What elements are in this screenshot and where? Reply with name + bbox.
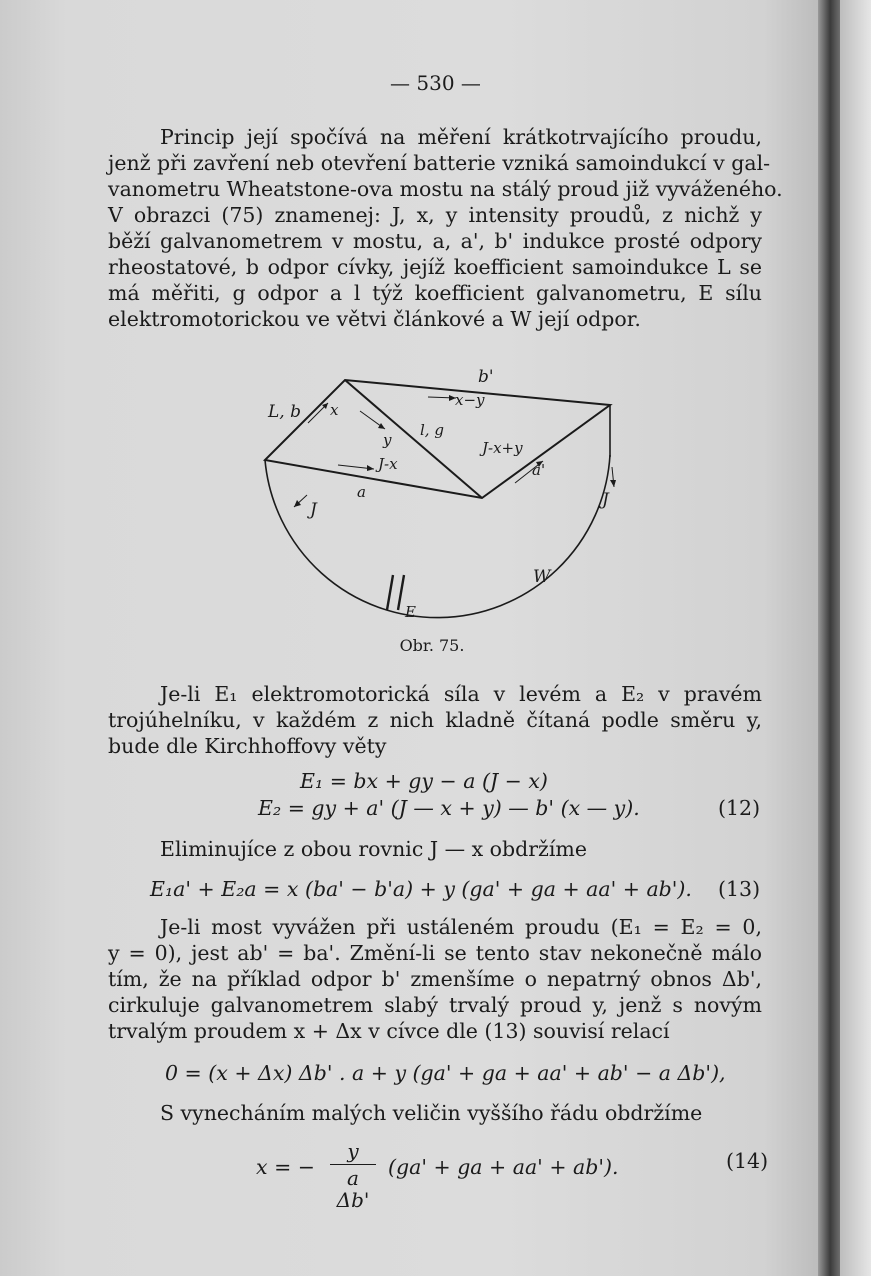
equation-14-rhs: (ga' + ga + aa' + ab'). (388, 1155, 619, 1179)
label-l-g: l, g (420, 421, 444, 439)
circuit-figure-75 (250, 365, 650, 635)
para3-line-2: y = 0), jest ab' = ba'. Změní-li se tento stav nekonečně málo (108, 941, 762, 965)
arrow-jx-head (367, 465, 374, 471)
arrow-j-right-head (610, 480, 616, 487)
para3-line-1: Je-li most vyvážen při ustáleném proudu (E₁ = E₂ = 0, (160, 915, 762, 939)
fraction-bar (330, 1164, 376, 1165)
label-a-prime: a' (532, 461, 546, 479)
elimination-line: Eliminujíce z obou rovnic J — x obdržíme (160, 837, 587, 861)
figure-caption: Obr. 75. (399, 636, 465, 655)
para1-line-2: jenž při zavření neb otevření batterie vzniká samoindukcí v gal- (108, 151, 771, 175)
equation-E1: E₁ = bx + gy − a (J − x) (300, 769, 548, 793)
equation-14-fraction (330, 1140, 376, 1211)
para3-line-5: trvalým proudem x + Δx v cívce dle (13) souvisí relací (108, 1019, 670, 1043)
label-a: a (357, 483, 366, 501)
equation-number-12: (12) (718, 796, 761, 820)
para1-line-5: běží galvanometrem v mostu, a, a', b' indukce prosté odpory (108, 229, 762, 253)
label-x-top: x (330, 401, 339, 419)
para2-line-3: bude dle Kirchhoffovy věty (108, 734, 387, 758)
equation-E2: E₂ = gy + a' (J — x + y) — b' (x — y). (258, 796, 640, 820)
para1-line-3: vanometru Wheatstone-ova mostu na stálý proud již vyváženého. (108, 177, 783, 201)
para3-line-4: cirkuluje galvanometrem slabý trvalý proud y, jenž s novým (108, 993, 762, 1017)
fraction-denominator: a Δb' (336, 1166, 370, 1212)
equation-relation: 0 = (x + Δx) Δb' . a + y (ga' + ga + aa' + ab' − a Δb'), (165, 1061, 726, 1085)
battery-plate-2 (398, 575, 404, 610)
para1-line-8: elektromotorickou ve větvi článkové a W její odpor. (108, 307, 641, 331)
label-y: y (383, 431, 392, 449)
label-J-left: J (310, 500, 317, 520)
para1-line-6: rheostatové, b odpor cívky, jejíž koefficient samoindukce L se (108, 255, 762, 279)
para1-line-7: má měřiti, g odpor a l týž koefficient galvanometru, E sílu (108, 281, 762, 305)
equation-14-lhs: x = − (256, 1155, 315, 1179)
label-J-minus-x: J-x (378, 455, 398, 473)
label-L-b: L, b (268, 402, 301, 422)
equation-13: E₁a' + E₂a = x (ba' − b'a) + y (ga' + ga + aa' + ab'). (150, 877, 692, 901)
label-x-minus-y: x−y (455, 391, 485, 409)
page-number: — 530 — (390, 71, 481, 95)
para3-line-3: tím, že na příklad odpor b' zmenšíme o nepatrný obnos Δb', (108, 967, 762, 991)
equation-number-13: (13) (718, 877, 761, 901)
label-b-prime: b' (478, 367, 494, 387)
para1-line-1: Princip její spočívá na měření krátkotrvajícího proudu, (160, 125, 762, 149)
label-J-right: J (602, 490, 609, 510)
label-J-minus-x-plus-y: J-x+y (482, 439, 523, 457)
para4-line: S vynecháním malých veličin vyššího řádu obdržíme (160, 1101, 703, 1125)
label-W: W (533, 567, 551, 587)
para1-line-4: V obrazci (75) znamenej: J, x, y intensity proudů, z nichž y (108, 203, 762, 227)
para2-line-2: trojúhelníku, v každém z nich kladně čítaná podle směru y, (108, 708, 762, 732)
battery-arc (265, 455, 610, 618)
fraction-numerator: y (347, 1139, 359, 1163)
para2-line-1: Je-li E₁ elektromotorická síla v levém a E₂ v pravém (160, 682, 762, 706)
battery-plate-1 (387, 575, 393, 610)
label-E: E (405, 603, 416, 621)
arrow-y-head (378, 423, 385, 429)
equation-number-14: (14) (726, 1149, 769, 1173)
